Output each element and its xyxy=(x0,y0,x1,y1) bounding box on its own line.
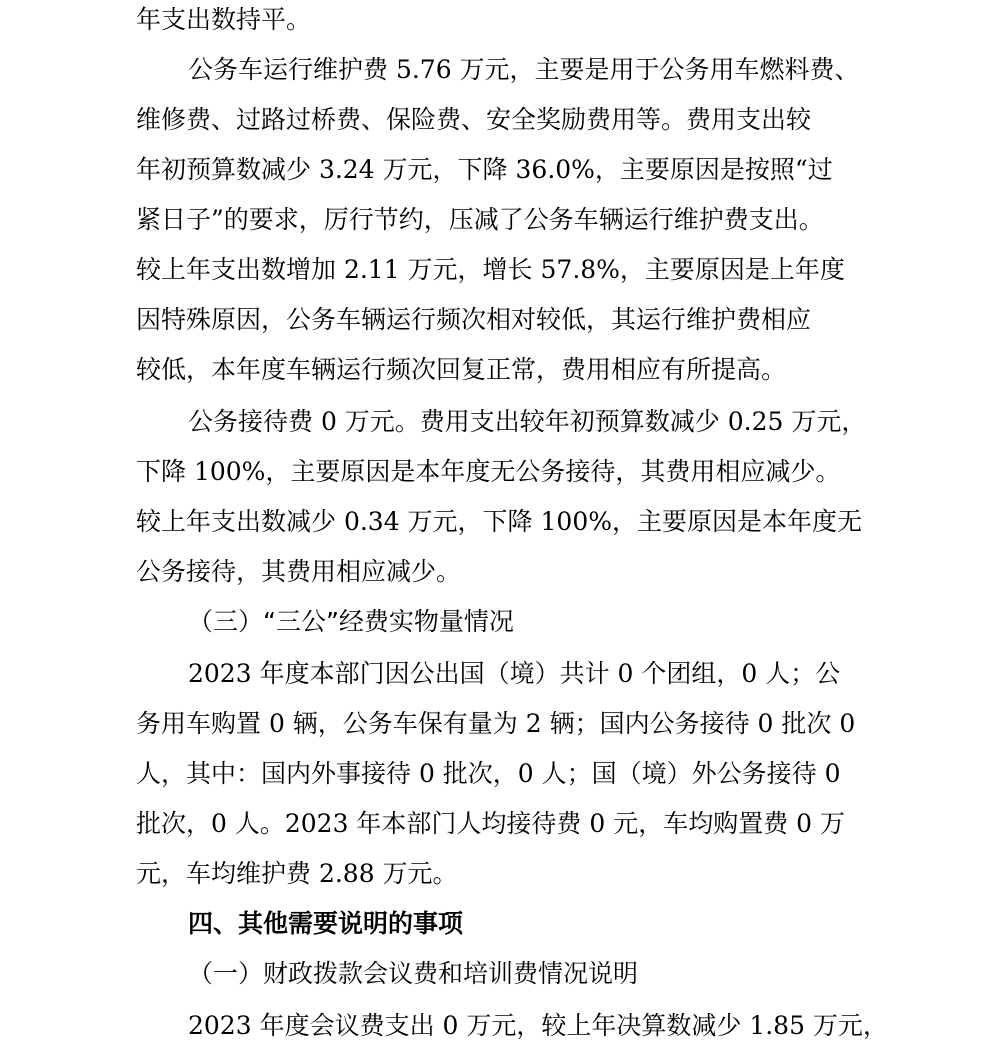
paragraph-line: 紧日子”的要求，厉行节约，压减了公务车辆运行维护费支出。 xyxy=(136,205,824,234)
section-subheading: （三）“三公”经费实物量情况 xyxy=(188,607,514,636)
section-heading: 四、其他需要说明的事项 xyxy=(188,909,464,938)
paragraph-line: 较低，本年度车辆运行频次回复正常，费用相应有所提高。 xyxy=(136,355,787,384)
paragraph-line: 公务接待费 0 万元。费用支出较年初预算数减少 0.25 万元， xyxy=(188,407,867,436)
paragraph-line: 因特殊原因，公务车辆运行频次相对较低，其运行维护费相应 xyxy=(136,305,812,334)
paragraph-line: 较上年支出数减少 0.34 万元，下降 100%，主要原因是本年度无 xyxy=(136,507,862,536)
paragraph-line: 公务接待，其费用相应减少。 xyxy=(136,557,462,586)
paragraph-line: 较上年支出数增加 2.11 万元，增长 57.8%，主要原因是上年度 xyxy=(136,255,845,284)
paragraph-line: 务用车购置 0 辆，公务车保有量为 2 辆；国内公务接待 0 批次 0 xyxy=(136,709,856,738)
paragraph-line: 下降 100%，主要原因是本年度无公务接待，其费用相应减少。 xyxy=(136,457,841,486)
section-subheading: （一）财政拨款会议费和培训费情况说明 xyxy=(188,959,639,988)
paragraph-line: 年初预算数减少 3.24 万元，下降 36.0%，主要原因是按照“过 xyxy=(136,155,833,184)
paragraph-line: 批次，0 人。2023 年本部门人均接待费 0 元，车均购置费 0 万 xyxy=(136,809,846,838)
paragraph-line: 元，车均维护费 2.88 万元。 xyxy=(136,859,458,888)
paragraph-line: 年支出数持平。 xyxy=(136,5,312,34)
paragraph-line: 人，其中：国内外事接待 0 批次，0 人；国（境）外公务接待 0 xyxy=(136,759,841,788)
paragraph-line: 公务车运行维护费 5.76 万元，主要是用于公务用车燃料费、 xyxy=(188,55,860,84)
paragraph-line: 维修费、过路过桥费、保险费、安全奖励费用等。费用支出较 xyxy=(136,105,812,134)
paragraph-line: 2023 年度会议费支出 0 万元，较上年决算数减少 1.85 万元， xyxy=(188,1011,888,1040)
paragraph-line: 2023 年度本部门因公出国（境）共计 0 个团组，0 人；公 xyxy=(188,659,841,688)
